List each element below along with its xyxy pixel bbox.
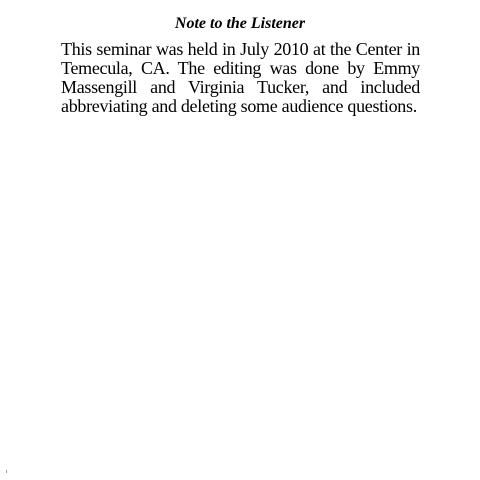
section-heading: Note to the Listener <box>174 15 306 32</box>
body-paragraph: This seminar was held in July 2010 at the Center in Temecula, CA. The editing was done by Emmy Massengill and Virginia Tucker, and included abbreviating and deleting some audience questions. <box>61 39 420 116</box>
scan-mark <box>6 470 7 473</box>
